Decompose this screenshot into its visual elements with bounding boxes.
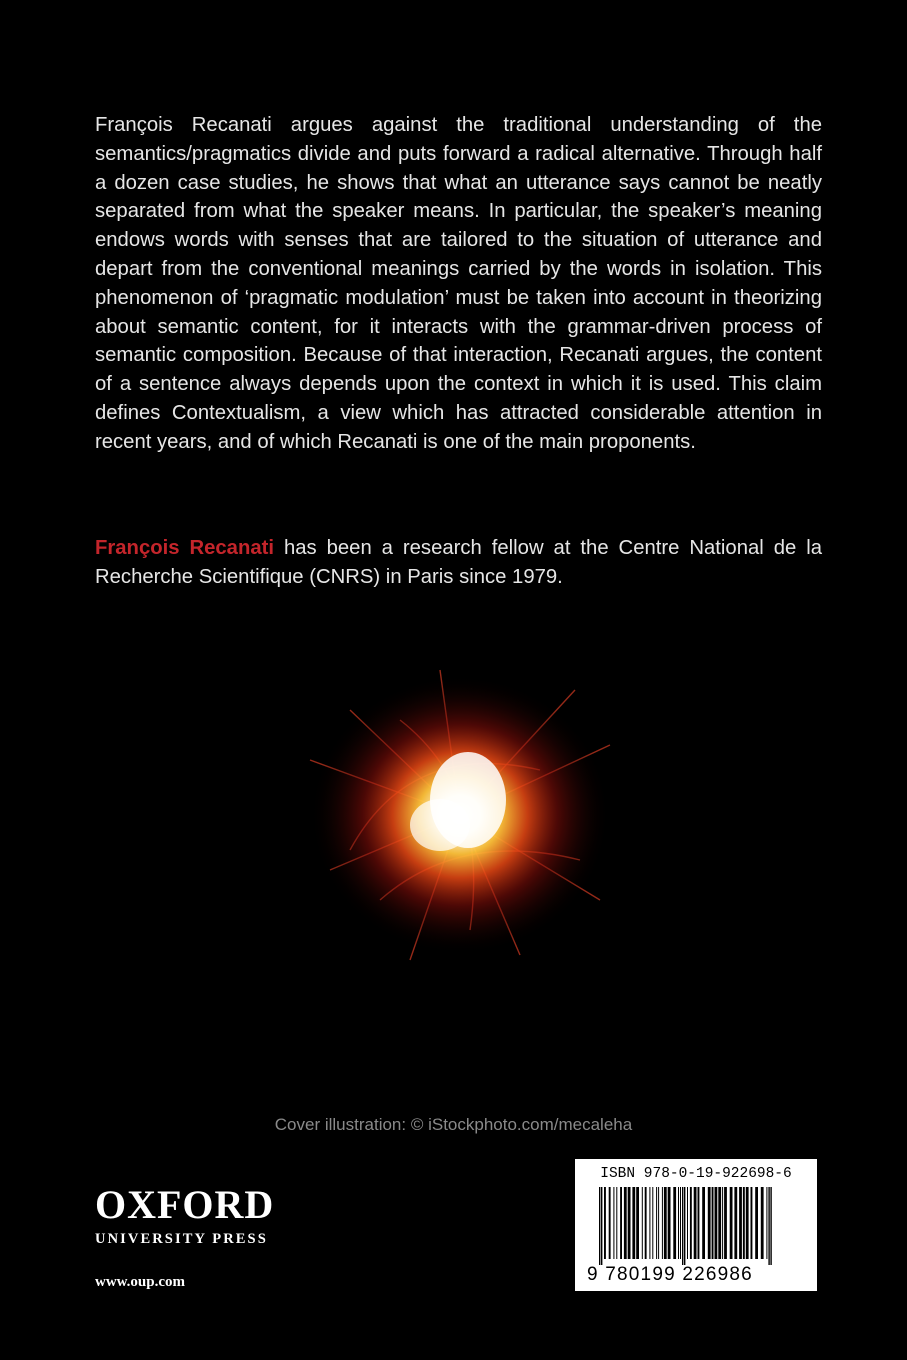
- barcode-bar: [734, 1187, 737, 1259]
- back-cover-blurb: François Recanati argues against the traditional understanding of the semantics/pragmatics divide and puts forward a radical alternative. Through half a dozen case studies, he shows that what an utterance says cannot be neatly separated from what the speaker means. In particular, the speaker’s meaning endows words with senses that are tailored to the situation of utterance and depart from the conventional meanings carried by the words in isolation. This phenomenon of ‘pragmatic modulation’ must be taken into account in theorizing about semantic content, for it interacts with the grammar-driven process of semantic composition. Because of that interaction, Recanati argues, the content of a sentence always depends upon the context in which it is used. This claim defines Contextualism, a view which has attracted considerable attention in recent years, and of which Recanati is one of the main proponents.: [95, 114, 822, 453]
- barcode-bar: [649, 1187, 650, 1259]
- barcode-bar: [770, 1187, 771, 1265]
- barcode-bar: [761, 1187, 764, 1259]
- barcode-bar: [743, 1187, 745, 1259]
- barcode-bar: [664, 1187, 667, 1259]
- barcode-bar: [722, 1187, 723, 1259]
- isbn-barcode: [575, 1159, 817, 1291]
- barcode-bar: [601, 1187, 602, 1265]
- barcode-bar: [682, 1187, 683, 1265]
- barcode-bar: [712, 1187, 714, 1259]
- barcode-bar: [658, 1187, 659, 1259]
- barcode-bar: [652, 1187, 653, 1259]
- barcode-bar: [698, 1187, 700, 1259]
- barcode-bar: [746, 1187, 749, 1259]
- publisher-name: OXFORD: [95, 1182, 275, 1227]
- barcode-bar: [715, 1187, 718, 1259]
- author-name: François Recanati: [95, 537, 275, 559]
- barcode-bar: [609, 1187, 611, 1259]
- barcode-bar: [642, 1187, 643, 1259]
- barcode-bar: [680, 1187, 681, 1259]
- author-bio: [95, 534, 822, 592]
- barcode-bar: [687, 1187, 688, 1259]
- publisher-subtitle: UNIVERSITY PRESS: [95, 1231, 268, 1247]
- isbn-label: ISBN 978-0-19-922698-6: [600, 1166, 792, 1182]
- cover-illustration-burst: [290, 650, 630, 980]
- barcode-bars: [585, 1187, 807, 1265]
- publisher-website: www.oup.com: [95, 1274, 186, 1290]
- barcode-bar: [673, 1187, 676, 1259]
- barcode-digits: 9 780199 226986: [587, 1264, 753, 1285]
- barcode-bar: [656, 1187, 657, 1259]
- barcode-bar: [645, 1187, 647, 1259]
- barcode-bar: [766, 1187, 767, 1259]
- barcode-bar: [632, 1187, 635, 1259]
- barcode-bar: [616, 1187, 617, 1259]
- barcode-bar: [620, 1187, 622, 1259]
- cover-illustration-credit: Cover illustration: © iStockphoto.com/mecaleha: [274, 1115, 633, 1134]
- publisher-logo: [95, 1182, 275, 1248]
- barcode-bar: [751, 1187, 753, 1259]
- barcode-bar: [678, 1187, 679, 1259]
- barcode-bar: [730, 1187, 733, 1259]
- barcode-bar: [668, 1187, 671, 1259]
- barcode-bar: [662, 1187, 663, 1259]
- barcode-bar: [708, 1187, 711, 1259]
- barcode-bar: [684, 1187, 685, 1265]
- barcode-bar: [694, 1187, 697, 1259]
- barcode-bar: [690, 1187, 692, 1259]
- barcode-bar: [718, 1187, 721, 1259]
- barcode-bar: [755, 1187, 758, 1259]
- barcode-bar: [624, 1187, 627, 1259]
- barcode-bar: [604, 1187, 606, 1259]
- barcode-bar: [636, 1187, 639, 1259]
- barcode-bar: [628, 1187, 631, 1259]
- author-bio-text: has been a research fellow at the Centre National de la Recherche Scientifique (CNRS) in Paris since 1979.: [95, 537, 823, 588]
- barcode-bar: [739, 1187, 742, 1259]
- barcode-bar: [702, 1187, 705, 1259]
- barcode-bar: [599, 1187, 600, 1265]
- barcode-bar: [613, 1187, 614, 1259]
- barcode-bar: [768, 1187, 769, 1265]
- barcode-bar: [724, 1187, 727, 1259]
